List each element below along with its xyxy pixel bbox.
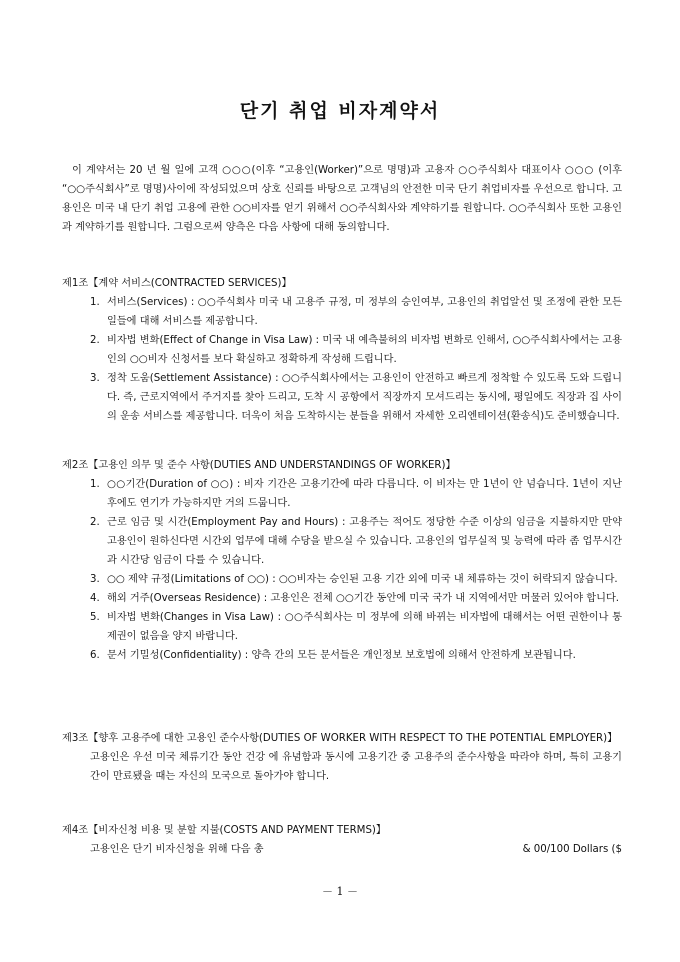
item-text: 서비스(Services) : ○○주식회사 미국 내 고용주 규정, 미 정부의 승인여부, 고용인의 취업알선 및 조정에 관한 모든 일들에 대해 서비스를 제공합니다. [107, 297, 622, 327]
item-number: 1. [90, 297, 100, 308]
item-number: 4. [90, 593, 100, 604]
item-number: 5. [90, 612, 100, 623]
section-2 [62, 456, 622, 665]
item-text: 비자법 변화(Effect of Change in Visa Law) : 미국 내 예측불허의 비자법 변화로 인해서, ○○주식회사에서는 고용인의 ○○비자 신청서를 보다 확실하고 정확하게 작성해 드립니다. [107, 335, 622, 365]
document-title: 단기 취업 비자계약서 [239, 100, 441, 122]
item-number: 2. [90, 517, 100, 528]
section-heading: 제3조【향후 고용주에 대한 고용인 준수사항(DUTIES OF WORKER WITH RESPECT TO THE POTENTIAL EMPLOYER)】 [62, 733, 618, 744]
fee-line [62, 840, 622, 859]
section-body: 고용인은 우선 미국 체류기간 동안 건강 에 유념함과 동시에 고용기간 중 고용주의 준수사항을 따라야 하며, 특히 고용기간이 만료됐을 때는 자신의 모국으로 돌아가야 합니다. [90, 752, 622, 782]
item-text: 문서 기밀성(Confidentiality) : 양측 간의 모든 문서들은 개인정보 보호법에 의해서 안전하게 보관됩니다. [107, 650, 576, 661]
section-list [62, 475, 622, 665]
fee-text: 고용인은 단기 비자신청을 위해 다음 총 [90, 844, 264, 855]
item-text: 근로 임금 및 시간(Employment Pay and Hours) : 고용주는 적어도 정당한 수준 이상의 임금을 지불하지만 만약 고용인이 원하신다면 시간외 업무에 대해 수당을 받으실 수 있습니다. 고용인의 업무실적 및 능력에 따라 좀 업무시간과 시간당 임금이 다를 수 있습니다. [107, 517, 622, 566]
item-number: 6. [90, 650, 100, 661]
list-item [62, 608, 622, 646]
item-number: 3. [90, 574, 100, 585]
list-item [62, 293, 622, 331]
item-text: ○○기간(Duration of ○○) : 비자 기간은 고용기간에 따라 다릅니다. 이 비자는 만 1년이 안 넘습니다. 1년이 지난 후에도 연기가 가능하지만 거의 드뭅니다. [107, 479, 622, 509]
item-number: 2. [90, 335, 100, 346]
section-heading: 제2조【고용인 의무 및 준수 사항(DUTIES AND UNDERSTANDINGS OF WORKER)】 [62, 460, 456, 471]
section-1 [62, 274, 622, 426]
section-3 [62, 729, 622, 786]
page-number: － 1 － [322, 885, 358, 898]
item-number: 1. [90, 479, 100, 490]
section-4 [62, 821, 622, 859]
list-item [62, 646, 622, 665]
section-heading: 제1조【계약 서비스(CONTRACTED SERVICES)】 [62, 278, 292, 289]
list-item [62, 369, 622, 426]
item-text: ○○ 제약 규정(Limitations of ○○) : ○○비자는 승인된 고용 기간 외에 미국 내 체류하는 것이 허락되지 않습니다. [107, 574, 618, 585]
item-text: 비자법 변화(Changes in Visa Law) : ○○주식회사는 미 정부에 의해 바뀌는 비자법에 대해서는 어떤 권한이나 통제권이 없음을 양지 바랍니다. [107, 612, 622, 642]
item-number: 3. [90, 373, 100, 384]
intro-paragraph: 이 계약서는 20 년 월 일에 고객 ○○○(이후 “고용인(Worker)”으로 명명)과 고용자 ○○주식회사 대표이사 ○○○ (이후 “○○주식회사”로 명명)사이에 작성되었으며 상호 신뢰를 바탕으로 고객님의 안전한 미국 단기 취업비자를 우선으로 합니다. 고용인은 미국 내 단기 취업 고용에 관한 ○○비자를 얻기 위해서 ○○주식회사와 계약하기를 원합니다. ○○주식회사 또한 고용인과 계약하기를 원합니다. 그럼으로써 양측은 다음 사항에 대해 동의합니다. [62, 165, 622, 233]
item-text: 정착 도움(Settlement Assistance) : ○○주식회사에서는 고용인이 안전하고 빠르게 정착할 수 있도록 도와 드립니다. 즉, 근로지역에서 주거지를 찾아 드리고, 도착 시 공항에서 직장까지 모셔드리는 동시에, 평일에도 직장과 집 사이의 운송 서비스를 제공합니다. 더욱이 처음 도착하시는 분들을 위해서 자세한 오리엔테이션(환송식)도 준비했습니다. [107, 373, 622, 422]
list-item [62, 331, 622, 369]
fee-amount: & 00/100 Dollars ($ [522, 844, 622, 855]
list-item [62, 570, 622, 589]
section-heading: 제4조【비자신청 비용 및 분할 지불(COSTS AND PAYMENT TERMS)】 [62, 825, 387, 836]
section-list [62, 293, 622, 426]
item-text: 해외 거주(Overseas Residence) : 고용인은 전체 ○○기간 동안에 미국 국가 내 지역에서만 머물러 있어야 합니다. [107, 593, 620, 604]
list-item [62, 513, 622, 570]
list-item [62, 589, 622, 608]
list-item [62, 475, 622, 513]
